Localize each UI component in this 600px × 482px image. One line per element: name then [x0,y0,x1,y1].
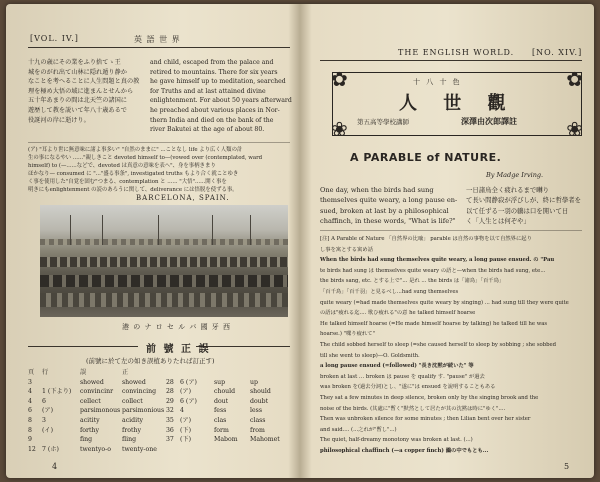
note-line: 生の事になるやい ......"親しきこと devoted himself to—(vowed over (contemplated, ward [28,155,263,161]
jp-line: 遊歴して教を説いて年八十歳あるで [28,106,127,114]
errata-row: 6 (ア) parsimonous parsimonious [28,407,165,415]
errata-table-right [166,378,294,445]
left-header-title: 英 語 世 界 [134,35,181,44]
note-line: し事を寓とする寓め話 [320,246,373,253]
errata-row: 28 (ア) chould should [166,388,271,396]
right-notes [320,234,588,456]
errata-title: 前 號 正 誤 [146,344,211,355]
note-line: te birds had sung は themselves quite weary の語と—when the birds had sung, ete... [320,267,546,274]
jp-line: 理を極め大悟の域に進まんとせんから [28,87,134,95]
note-line: was broken を(過去分詞)とし、"遂に"は ensued を說明することもある [320,384,496,391]
jp-line: 十九の歳にその業をふり捨てゝ王 [28,59,121,66]
note-line: When the birds had sung themselves quite weary, a long pause ensued. の "Pau [320,257,555,264]
errata-row: 29 6 (ア) dout doubt [166,397,269,405]
jp-line: て長い間静寂が浮びしが、終に哲學者を [466,196,582,205]
en-line: he preached about various places in Nor- [150,106,280,114]
article-title: A PARABLE of NATURE. [350,151,502,164]
note-line: philosophical chaffinch (—a copper finch) 鶸の中でもとも... [320,447,489,454]
rose-ornament-icon: ✿ [566,67,583,91]
rose-ornament-icon: ❀ [331,117,348,141]
en-line: and child, escaped from the palace and [150,59,274,66]
jp-line: 一日諸鳥全く疲れるまで囀り [466,186,550,194]
note-line: broken at last … broken は pause を qualify す. "pause" が過去 [320,373,485,380]
series-translator-label: 深澤由次郎譯註 [461,116,517,126]
right-page [306,4,594,478]
errata-row: 8 3 acitity acidity [28,416,144,424]
note-line: 明きにもenlightenment の読のあろうに関して、deliverance には悟脱を使ずる事。 [28,187,238,193]
photo-caption-top: BARCELONA, SPAIN. [136,194,230,202]
en-line: retired to mountains. There for six years [150,68,278,76]
right-header-number: [NO. XIV.] [532,48,583,57]
left-en-column [150,58,292,135]
errata-row: 3 showed showed [28,378,146,386]
note-line: [注] A Parable of Nature 「自然界の比喩」 parable は自然の事物を以て自然界に起り [320,236,532,242]
jp-line: 城をのがれ出て山林に隠れ遁り静か [28,68,127,76]
note-line: They sat a few minutes in deep silence, broken only by the singing brook and the [320,394,539,401]
jp-line: 役誕河の岸に逝けり。 [28,116,90,124]
right-header-rule [320,60,582,61]
errata-row: 28 6 (ア) sup up [166,378,258,386]
note-line: He talked himself hoarse (=He made himself hoarse by talking) he talked till he was [320,320,548,327]
jp-line: 以て任ずる一羽の鶸は口を開いて日 [466,206,569,215]
series-main-title: 人 世 觀 [399,93,516,114]
right-page-number: 5 [564,462,570,471]
rose-ornament-icon: ✿ [331,67,348,91]
rose-ornament-icon: ❀ [566,117,583,141]
photo-caption-bottom: 港 の ナ ロ セ ル バ 國 牙 西 [122,323,232,331]
right-jp-column [466,185,586,227]
note-line: 「百千鳥」「百千羽」と見るべし...had sung themselves [320,288,459,295]
note-line: The quiet, half-dreamy monotony was broken at last. (...) [320,437,473,444]
note-line: の語は"疲れる迄.... 歌ひ疲れる"の意 he talked himself hoarse [320,310,476,317]
en-line: river Bakutei at the age of about 80. [150,126,265,134]
note-line: the birds sang, etc. とする上で"... 是れ ... the birds は「諸鳥」「百千鳥」 [320,278,505,285]
barcelona-harbor-photo [40,205,288,317]
errata-row: 36 (下) form from [166,426,265,434]
jp-line: く「人生とは何ぞや」 [466,217,530,226]
left-header-rule [28,47,290,48]
series-title-box [331,67,583,141]
note-line: The child sobbed herself to sleep (=she caused herself to sleep by sobbing ; she sobbed [320,341,557,348]
left-jp-column [28,58,144,125]
note-line: ほかなり— consumed に "..."盛る事条", investigated truths もより合く就ことゆき [28,171,239,177]
right-notes-divider [320,230,582,231]
series-top-label: 十 八 十 色 [413,78,462,86]
note-line: quite weary (=had made themselves quite weary by singing) ... had sung till they were quite [320,299,569,306]
en-line: One day, when the birds had sung [320,186,434,194]
article-author: By Madge Irving. [486,171,544,179]
errata-rule-left [28,346,138,347]
right-header-title: THE ENGLISH WORLD. [398,48,515,57]
errata-row: 8 (イ) forthy frothy [28,426,141,434]
left-header-volume: [VOL. IV.] [30,34,79,43]
errata-row: 35 (ア) clas class [166,416,266,424]
book-spread [6,4,594,478]
left-notes-divider [28,142,290,143]
note-line: (ア) "耳より世に無意味に諸よ事多い" "自然のままに" ...ことなし life より広く人類の計 [28,147,243,153]
note-line: and said.... (...之れが"暫し"...) [320,426,397,433]
note-line: himself) to (—......などで、devoted は真意の意味を表へ"、身を事柄きまり [28,163,216,169]
jp-line: なことを考へることに人生問題と真の教 [28,78,140,86]
en-line: themselves quite weary, a long pause en- [320,196,458,205]
errata-row: 4 6 cellect collect [28,397,143,405]
note-line: till she went to sleep)—O. Goldsmith. [320,352,420,359]
errata-subtitle: (前號に於て左の如き誤植ありたれば訂正す) [86,357,215,365]
en-line: he gave himself up to meditation, searched [150,78,286,86]
left-notes [28,146,290,194]
errata-row: 4 1 (下より) convincinr convincing [28,388,157,396]
note-line: noise of the birds. (其處に"暫く"默然として居たが其の沈黙は時に"ゆく".... [320,405,506,412]
right-en-column [320,185,460,227]
errata-row: 32 4 fess less [166,407,262,415]
note-line: a long pause ensued (=followed) "長き沈黙が続いた" 等 [320,363,474,370]
note-line: く事を使用した"自覚を固む"つまる、contemplation と ...... "大悟"......開く事を [28,179,227,185]
errata-header-row: 頁 行 誤 正 [28,369,129,376]
errata-table-left [28,368,165,454]
series-lecturer-label: 第五高等學校講師 [357,118,409,126]
note-line: Then was unbroken silence for some minutes ; then Lilian bent over her sister [320,416,531,423]
en-line: chaffinch, in these words, "What is life?" [320,217,456,226]
note-line: hoarse.) "喋り疲れて" [320,331,375,338]
en-line: thern India and died on the bank of the [150,116,274,124]
left-page-number: 4 [52,462,58,471]
en-line: sued, broken at last by a philosophical [320,206,449,215]
errata-row: 37 (下) Mabom Mahomet [166,436,280,444]
en-line: enlightenment. For about 50 years afterward [150,97,292,105]
en-line: for Truths and at last attained divine [150,87,266,95]
errata-row: 9 fing fling [28,436,137,444]
left-page [6,4,298,478]
jp-line: 五十年あまりの間は北天竺の諸国に [28,97,127,105]
errata-row: 12 7 (ホ) twentyo-o twenty-one [28,445,157,453]
